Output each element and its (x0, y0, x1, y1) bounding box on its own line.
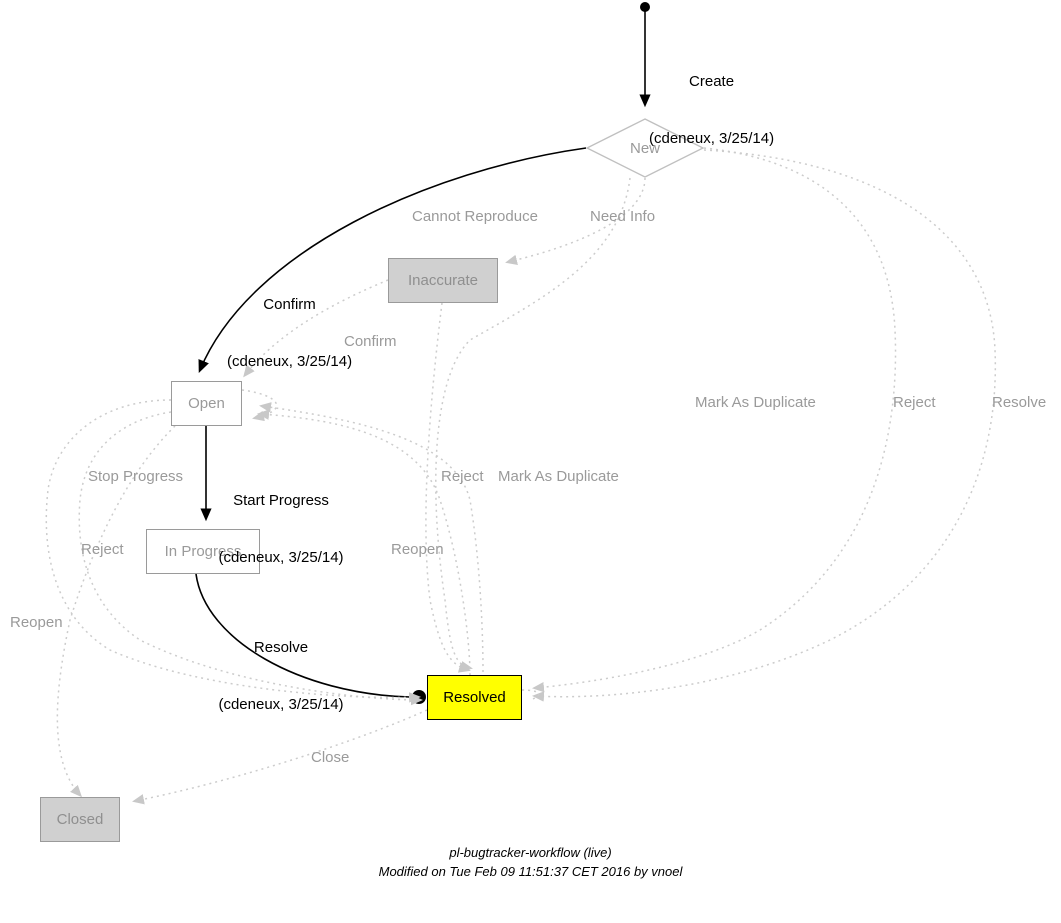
edge-label-mark-as-duplicate-right: Mark As Duplicate (695, 394, 816, 411)
edge-label-start-progress-line1: Start Progress (233, 492, 329, 509)
edge-label-start-progress (218, 453, 343, 605)
node-closed[interactable] (40, 797, 120, 842)
node-closed-label: Closed (56, 811, 104, 828)
edge-label-create (649, 34, 774, 186)
node-in-progress-label: In Progress (164, 543, 242, 560)
edge-label-reject-mid: Reject (441, 468, 484, 485)
node-inaccurate-label: Inaccurate (407, 272, 479, 289)
edge-label-reopen-mid: Reopen (391, 541, 444, 558)
edge-label-resolve-line2: (cdeneux, 3/25/14) (218, 696, 344, 713)
edge-label-confirm-inactive: Confirm (344, 333, 397, 350)
edge-label-confirm-line1: Confirm (263, 296, 316, 313)
node-resolved[interactable] (427, 675, 522, 720)
edge-label-reject-left: Reject (81, 541, 124, 558)
node-open-label: Open (188, 395, 225, 412)
node-resolved-label: Resolved (443, 689, 506, 706)
node-inaccurate[interactable] (388, 258, 498, 303)
edge-label-create-line2: (cdeneux, 3/25/14) (649, 130, 775, 147)
edge-label-stop-progress: Stop Progress (88, 468, 184, 485)
edge-label-mark-as-duplicate-mid: Mark As Duplicate (498, 468, 619, 485)
edge-label-need-info: Need Info (590, 208, 656, 225)
edge-label-create-line1: Create (689, 73, 735, 90)
edge-label-reopen-left: Reopen (10, 614, 63, 631)
edge-label-reject-right: Reject (893, 394, 936, 411)
node-new-label: New (629, 139, 660, 157)
edge-label-confirm-line2: (cdeneux, 3/25/14) (227, 353, 353, 370)
diagram-footer (0, 843, 1061, 881)
edge-label-resolve-active (218, 600, 343, 752)
edge-label-start-progress-line2: (cdeneux, 3/25/14) (218, 549, 344, 566)
edge-label-confirm-active (227, 257, 352, 409)
edge-label-cannot-reproduce: Cannot Reproduce (412, 208, 538, 225)
diagram-modified: Modified on Tue Feb 09 11:51:37 CET 2016 by vnoel (378, 864, 683, 879)
edge-label-resolve-line1: Resolve (253, 639, 309, 656)
edge-label-resolve-right: Resolve (992, 394, 1047, 411)
edge-label-close: Close (311, 749, 350, 766)
diagram-title: pl-bugtracker-workflow (live) (449, 845, 612, 860)
